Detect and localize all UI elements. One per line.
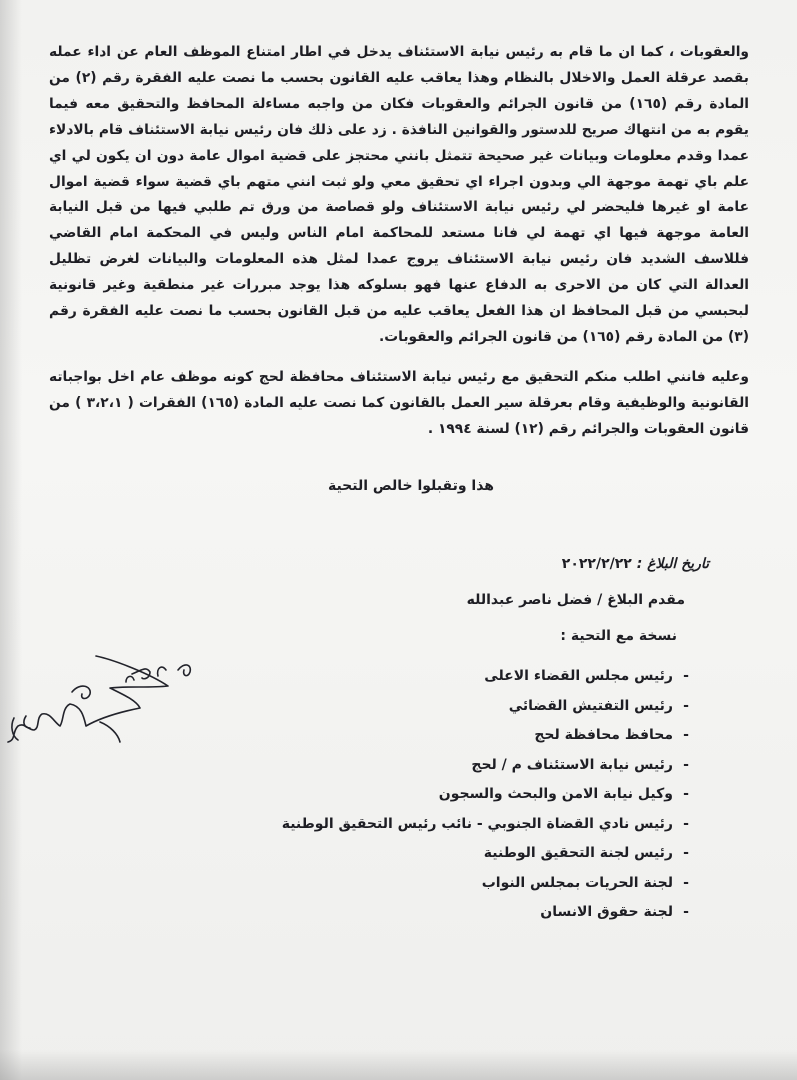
body-paragraph-1: والعقوبات ، كما ان ما قام به رئيس نيابة الاستئناف يدخل في اطار امتناع الموظف العام عن اداء عمله بقصد عرقلة العمل والاخلال بالنظام وهذا يعاقب عليه القانون بحسب ما نصت عليه الفقرة رقم (٢) من المادة رقم (١٦٥) من قانون الجرائم والعقوبات فكان من واجبه مساءلة المحافظ والتحقيق معه فيما يقوم به من انتهاك صريح للدستور والقوانين النافذة . زد على ذلك فان رئيس نيابة الاستئناف قام بالادلاء عمدا وقدم معلومات وبيانات غير صحيحة تتمثل بانني محتجز على قضية اموال عامة دون ان يكون لي اي علم باي تهمة موجهة الي وبدون اجراء اي تحقيق معي ولو ثبت انني متهم باي قضية سواء قضية اموال عامة او غيرها فليحضر لي رئيس نيابة الاستئناف ولو قصاصة من ورق تم طلبي فيها من قبل النيابة العامة موجهة فيها اي تهمة لي فانا مستعد للمحاكمة امام الناس وليس في المحكمة امام القاضي فللاسف الشديد فان رئيس نيابة الاستئناف يروج عمدا لمثل هذه المعلومات والبيانات لغرض تظليل العدالة التي كان من الاحرى به الدفاع عنها فهو بسلوكه هذا يوجد مبررات غير منطقية وغير قانونية لبحبسي من قبل المحافظ ان هذا الفعل يعاقب عليه من قبل القانون بحسب ما نصت عليه الفقرة رقم (٣) من المادة رقم (١٦٥) من قانون الجرائم والعقوبات. (49, 44, 749, 345)
bullet-dash: - (683, 815, 689, 832)
report-date (562, 556, 709, 572)
list-item (282, 780, 699, 810)
bullet-dash: - (683, 668, 689, 684)
closing-greeting: هذا وتقبلوا خالص التحية (327, 478, 494, 494)
cc-recipient-list (282, 662, 699, 928)
body-paragraph-2: وعليه فانني اطلب منكم التحقيق مع رئيس نيابة الاستئناف محافظة لحج كونه موظف عام اخل بواجباته القانونية والوظيفية وقام بعرقلة سير العمل بالقانون كما نصت عليه المادة (١٦٥) الفقرات ( ٣،٢،١ ) من قانون العقوبات والجرائم رقم (١٢) لسنة ١٩٩٤ . (49, 368, 750, 437)
cc-recipient: رئيس التفتيش القضائي (508, 697, 673, 714)
cc-heading: نسخة مع التحية : (560, 628, 677, 644)
list-item (282, 662, 699, 692)
bullet-dash: - (683, 874, 689, 891)
cc-recipient: محافظ محافظة لحج (534, 727, 673, 743)
cc-recipient: لجنة الحريات بمجلس النواب (481, 874, 673, 891)
cc-recipient: رئيس لجنة التحقيق الوطنية (483, 845, 673, 861)
cc-recipient: لجنة حقوق الانسان (540, 904, 673, 920)
bullet-dash: - (683, 727, 689, 743)
list-item (282, 810, 699, 840)
page-bottom-shadow (0, 1050, 797, 1080)
list-item (282, 751, 699, 781)
bullet-dash: - (683, 756, 689, 773)
cc-recipient: وكيل نيابة الامن والبحث والسجون (438, 786, 673, 802)
list-item (282, 869, 699, 899)
bullet-dash: - (683, 697, 689, 714)
bullet-dash: - (683, 904, 689, 920)
page-edge-shadow (0, 0, 22, 1080)
cc-recipient: رئيس مجلس القضاء الاعلى (484, 668, 673, 684)
submitter-line: مقدم البلاغ / فضل ناصر عبدالله (466, 592, 685, 608)
bullet-dash: - (683, 845, 689, 861)
list-item (282, 692, 699, 722)
complaint-body (49, 40, 749, 443)
list-item (282, 898, 699, 928)
handwritten-signature (0, 630, 230, 760)
cc-recipient: رئيس نيابة الاستئناف م / لحج (471, 756, 673, 773)
list-item (282, 839, 699, 869)
list-item (282, 721, 699, 751)
report-date-label: تاريخ البلاغ : (636, 556, 709, 572)
report-date-value: ٢٠٢٢/٢/٢٢ (561, 556, 632, 572)
cc-recipient: رئيس نادي القضاة الجنوبي - نائب رئيس التحقيق الوطنية (281, 815, 673, 832)
bullet-dash: - (683, 786, 689, 802)
